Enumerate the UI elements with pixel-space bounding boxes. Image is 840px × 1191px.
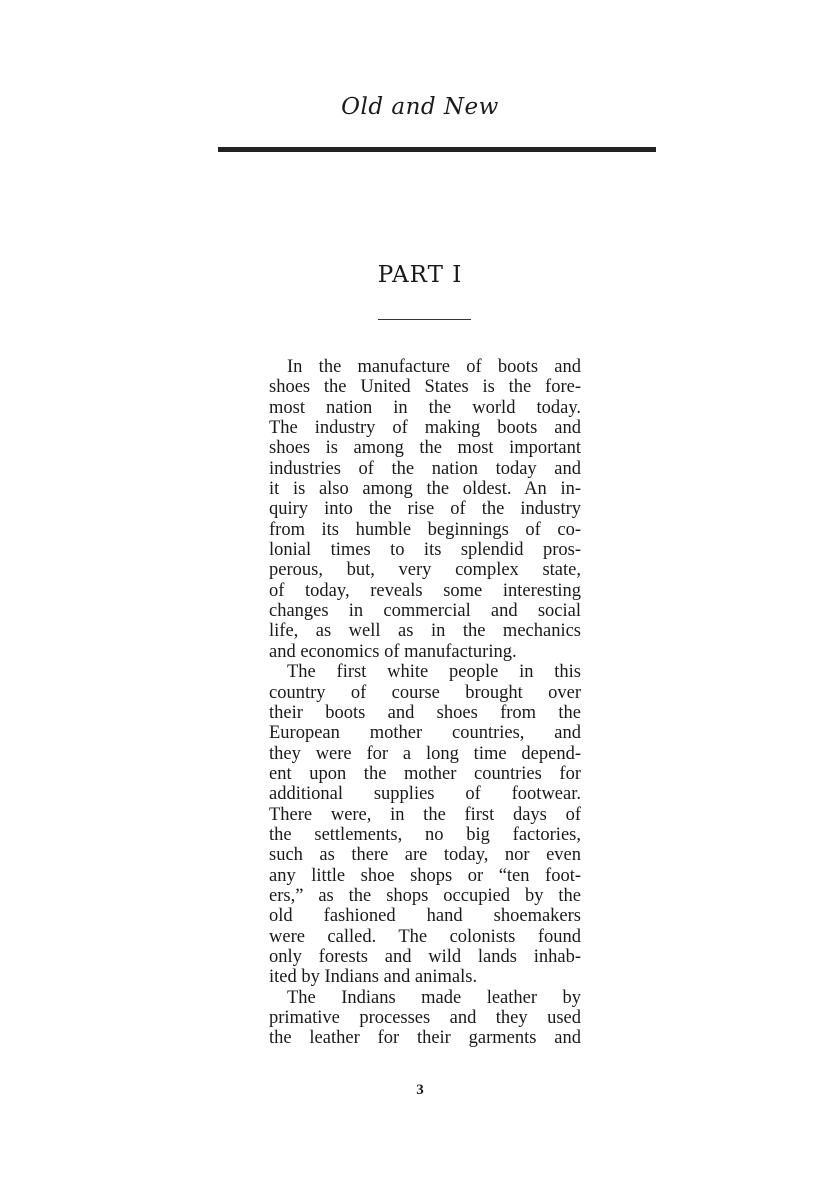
text-line: it is also among the oldest. An in- (269, 479, 581, 500)
running-head: Old and New (341, 94, 499, 120)
text-line: European mother countries, and (269, 723, 581, 744)
text-line: and economics of manufacturing. (269, 641, 517, 662)
page-number: 3 (416, 1082, 424, 1098)
text-line: ited by Indians and animals. (269, 967, 478, 988)
header-rule (218, 147, 656, 152)
text-line: country of course brought over (269, 682, 581, 703)
text-line: were called. The colonists found (269, 926, 581, 947)
text-line: old fashioned hand shoemakers (269, 906, 581, 927)
text-line: The industry of making boots and (269, 418, 581, 439)
text-line: In the manufacture of boots and (287, 357, 581, 377)
text-line: life, as well as in the mechanics (269, 621, 581, 642)
text-line: the leather for their garments and (269, 1028, 581, 1049)
text-line: from its humble beginnings of co- (269, 519, 581, 540)
text-line: shoes is among the most important (269, 438, 581, 459)
text-line: The Indians made leather by (287, 987, 581, 1008)
text-line: only forests and wild lands inhab- (269, 946, 581, 967)
text-line: quiry into the rise of the industry (269, 499, 581, 520)
text-line: ers,” as the shops occupied by the (269, 885, 581, 906)
part-title: PART I (377, 262, 463, 288)
text-line: any little shoe shops or “ten foot- (269, 865, 581, 886)
text-line: shoes the United States is the fore- (269, 377, 581, 398)
paragraph (269, 357, 581, 662)
text-line: most nation in the world today. (269, 397, 581, 418)
text-line: they were for a long time depend- (269, 743, 581, 764)
title-rule (378, 319, 471, 320)
text-line: such as there are today, nor even (269, 845, 581, 866)
text-line: additional supplies of footwear. (269, 784, 581, 805)
text-line: lonial times to its splendid pros- (269, 540, 581, 561)
body-text (269, 357, 581, 1049)
text-line: of today, reveals some interesting (269, 580, 581, 601)
text-line: their boots and shoes from the (269, 702, 581, 723)
text-line: primative processes and they used (269, 1008, 581, 1028)
paragraph (269, 988, 581, 1049)
text-line: There were, in the first days of (269, 804, 581, 825)
text-line: ent upon the mother countries for (269, 763, 581, 784)
text-line: the settlements, no big factories, (269, 824, 581, 845)
paragraph (269, 662, 581, 988)
text-line: changes in commercial and social (269, 601, 581, 622)
text-line: industries of the nation today and (269, 458, 581, 479)
text-line: perous, but, very complex state, (269, 560, 581, 581)
text-line: The first white people in this (287, 662, 581, 683)
